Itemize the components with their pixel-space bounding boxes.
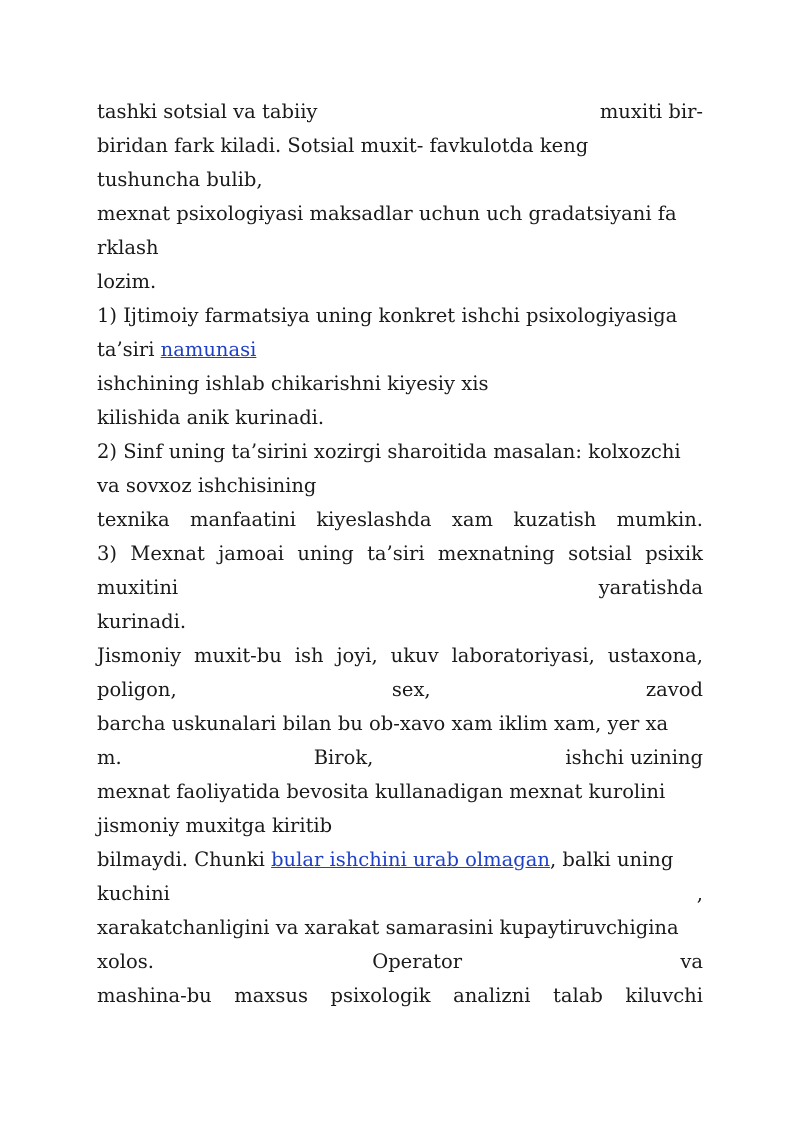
word: , [696,882,703,905]
word: mexnatning [437,542,555,565]
text-line [97,843,703,877]
word: m. [97,746,122,769]
text-segment: ta’siri [97,338,161,361]
word: 3) [97,542,118,565]
word: mumkin. [616,508,703,531]
word: kuchini [97,882,170,905]
text-line [97,537,703,571]
word: xam [451,508,493,531]
text-line: rklash [97,236,159,259]
word: sex, [391,678,431,701]
text-line [97,979,703,1013]
text-line [97,333,703,367]
text-line [97,673,703,707]
text-line: biridan fark kiladi. Sotsial muxit- favkulotda keng [97,134,589,157]
text-line [97,503,703,537]
word: Jismoniy [97,644,182,667]
word: kuzatish [513,508,597,531]
text-line: mexnat faoliyatida bevosita kullanadigan mexnat kurolini [97,780,666,803]
word: Mexnat [130,542,205,565]
word: muxitini [97,576,179,599]
text-segment: bilmaydi. Chunki [97,848,272,871]
text-line: mexnat psixologiyasi maksadlar uchun uch gradatsiyani fa [97,202,677,225]
text-line: xarakatchanligini va xarakat samarasini kupaytiruvchigina [97,916,679,939]
word: laboratoriyasi, [451,644,595,667]
word: analizni [453,984,531,1007]
word: ish [294,644,324,667]
word: maxsus [234,984,308,1007]
text-line [97,571,703,605]
hyperlink[interactable]: bular ishchini urab olmagan [271,848,550,871]
word: tashki sotsial va tabiiy [97,100,318,123]
text-line: lozim. [97,270,157,293]
text-line [97,945,703,979]
text-line: 2) Sinf uning ta’sirini xozirgi sharoitida masalan: kolxozchi [97,440,681,463]
text-line: kurinadi. [97,610,187,633]
text-line: kilishida anik kurinadi. [97,406,325,429]
text-line: ishchining ishlab chikarishni kiyesiy xis [97,372,489,395]
word: manfaatini [189,508,296,531]
text-segment: , balki uning [549,848,674,871]
word: ustaxona, [607,644,703,667]
word: sotsial [568,542,632,565]
text-line: va sovxoz ishchisining [97,474,317,497]
text-line: jismoniy muxitga kiritib [97,814,333,837]
hyperlink[interactable]: namunasi [160,338,257,361]
word: uning [297,542,354,565]
word: muxiti bir- [599,100,703,123]
text-line [97,877,703,911]
word: Birok, [313,746,374,769]
word: texnika [97,508,170,531]
word: kiyeslashda [316,508,432,531]
word: ta’siri [367,542,425,565]
text-line: barcha uskunalari bilan bu ob-xavo xam iklim xam, yer xa [97,712,669,735]
text-line [97,95,703,129]
word: psixologik [330,984,431,1007]
word: zavod [645,678,703,701]
word: jamoai [218,542,284,565]
word: va [680,950,703,973]
word: muxit-bu [194,644,282,667]
word: poligon, [97,678,177,701]
document-body [97,95,703,1013]
word: ukuv [390,644,439,667]
word: yaratishda [598,576,703,599]
text-line: tushuncha bulib, [97,168,263,191]
word: talab [553,984,603,1007]
word: Operator [372,950,463,973]
text-line [97,639,703,673]
word: kiluvchi [625,984,703,1007]
text-line: 1) Ijtimoiy farmatsiya uning konkret ishchi psixologiyasiga [97,304,678,327]
word: ishchi uzining [565,746,703,769]
text-line [97,741,703,775]
word: joyi, [336,644,378,667]
word: psixik [645,542,703,565]
word: mashina-bu [97,984,212,1007]
word: xolos. [97,950,154,973]
